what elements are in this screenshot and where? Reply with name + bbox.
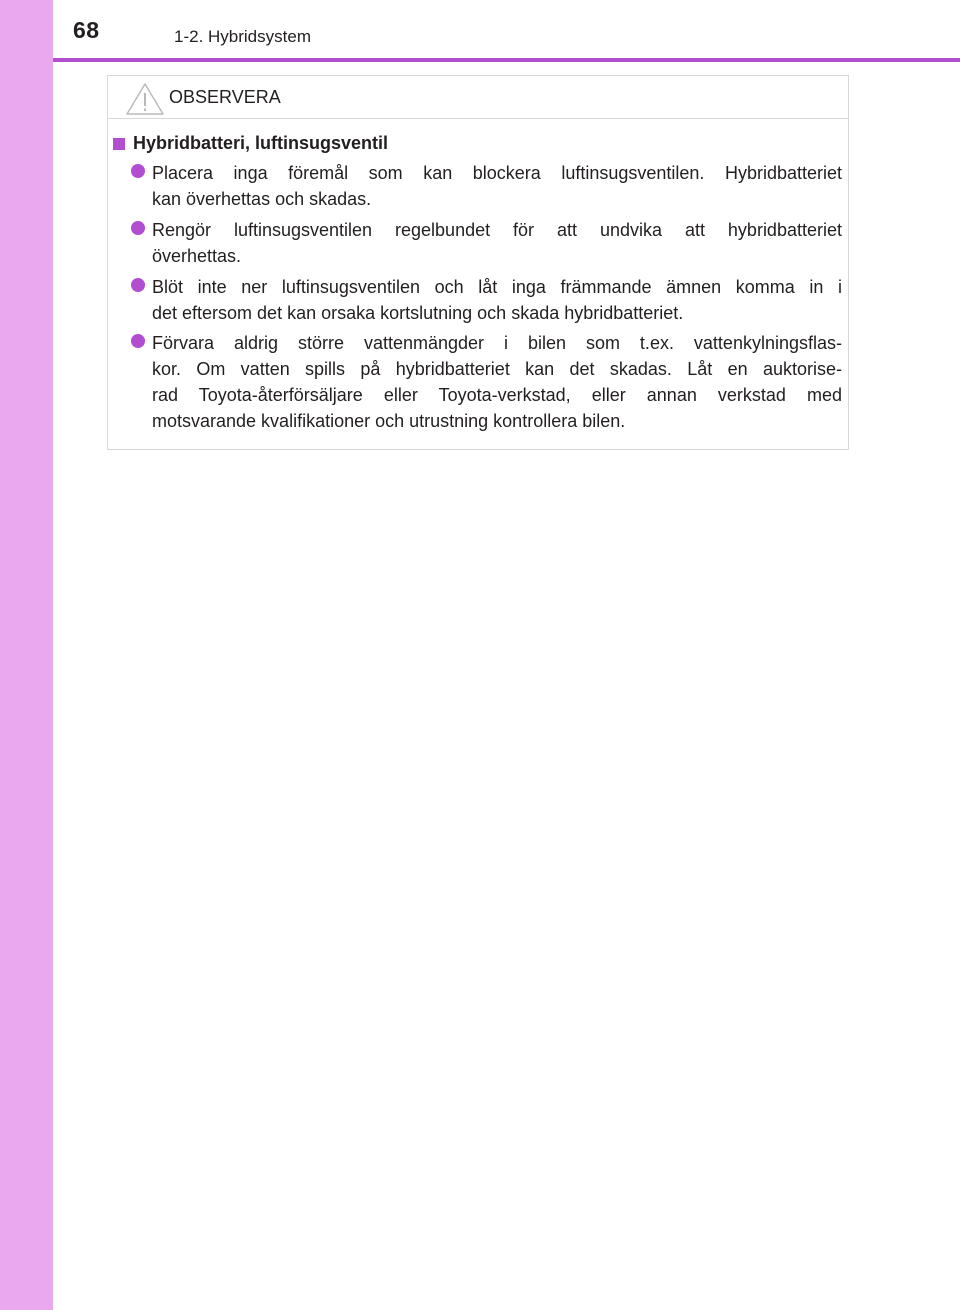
text-line: det eftersom det kan orsaka kortslutning och skada hybridbatteriet. bbox=[152, 303, 684, 323]
list-item-text bbox=[152, 160, 842, 212]
text-line: Rengör luftinsugsventilen regelbundet för att undvika att hybridbatteriet bbox=[152, 220, 842, 240]
bullet-dot-icon bbox=[131, 164, 145, 178]
square-bullet-icon bbox=[113, 138, 125, 150]
text-line: kan överhettas och skadas. bbox=[152, 189, 372, 209]
text-line: kor. Om vatten spills på hybridbatteriet kan det skadas. Låt en auktorise- bbox=[152, 359, 842, 379]
list-item-text bbox=[152, 217, 842, 269]
text-line: Blöt inte ner luftinsugsventilen och låt inga främmande ämnen komma in i bbox=[152, 277, 842, 297]
section-title: 1-2. Hybridsystem bbox=[174, 27, 311, 46]
bullet-dot-icon bbox=[131, 278, 145, 292]
notice-header bbox=[108, 76, 848, 119]
notice-subheading bbox=[113, 133, 388, 154]
text-line: Placera inga föremål som kan blockera luftinsugsventilen. Hybridbatteriet bbox=[152, 163, 842, 183]
notice-box bbox=[107, 75, 849, 450]
header-divider bbox=[53, 58, 960, 62]
warning-triangle-icon bbox=[125, 82, 165, 116]
text-line: motsvarande kvalifikationer och utrustning kontrollera bilen. bbox=[152, 411, 626, 431]
text-line: Förvara aldrig större vattenmängder i bilen som t.ex. vattenkylningsflas- bbox=[152, 333, 842, 353]
list-item-text bbox=[152, 274, 842, 326]
side-color-strip bbox=[0, 0, 53, 1310]
notice-label: OBSERVERA bbox=[169, 87, 281, 107]
bullet-dot-icon bbox=[131, 334, 145, 348]
list-item-text bbox=[152, 330, 842, 434]
text-line: rad Toyota-återförsäljare eller Toyota-verkstad, eller annan verkstad med bbox=[152, 385, 842, 405]
subheading-text: Hybridbatteri, luftinsugsventil bbox=[133, 133, 389, 153]
text-line: överhettas. bbox=[152, 246, 242, 266]
bullet-dot-icon bbox=[131, 221, 145, 235]
page-number: 68 bbox=[73, 17, 100, 43]
